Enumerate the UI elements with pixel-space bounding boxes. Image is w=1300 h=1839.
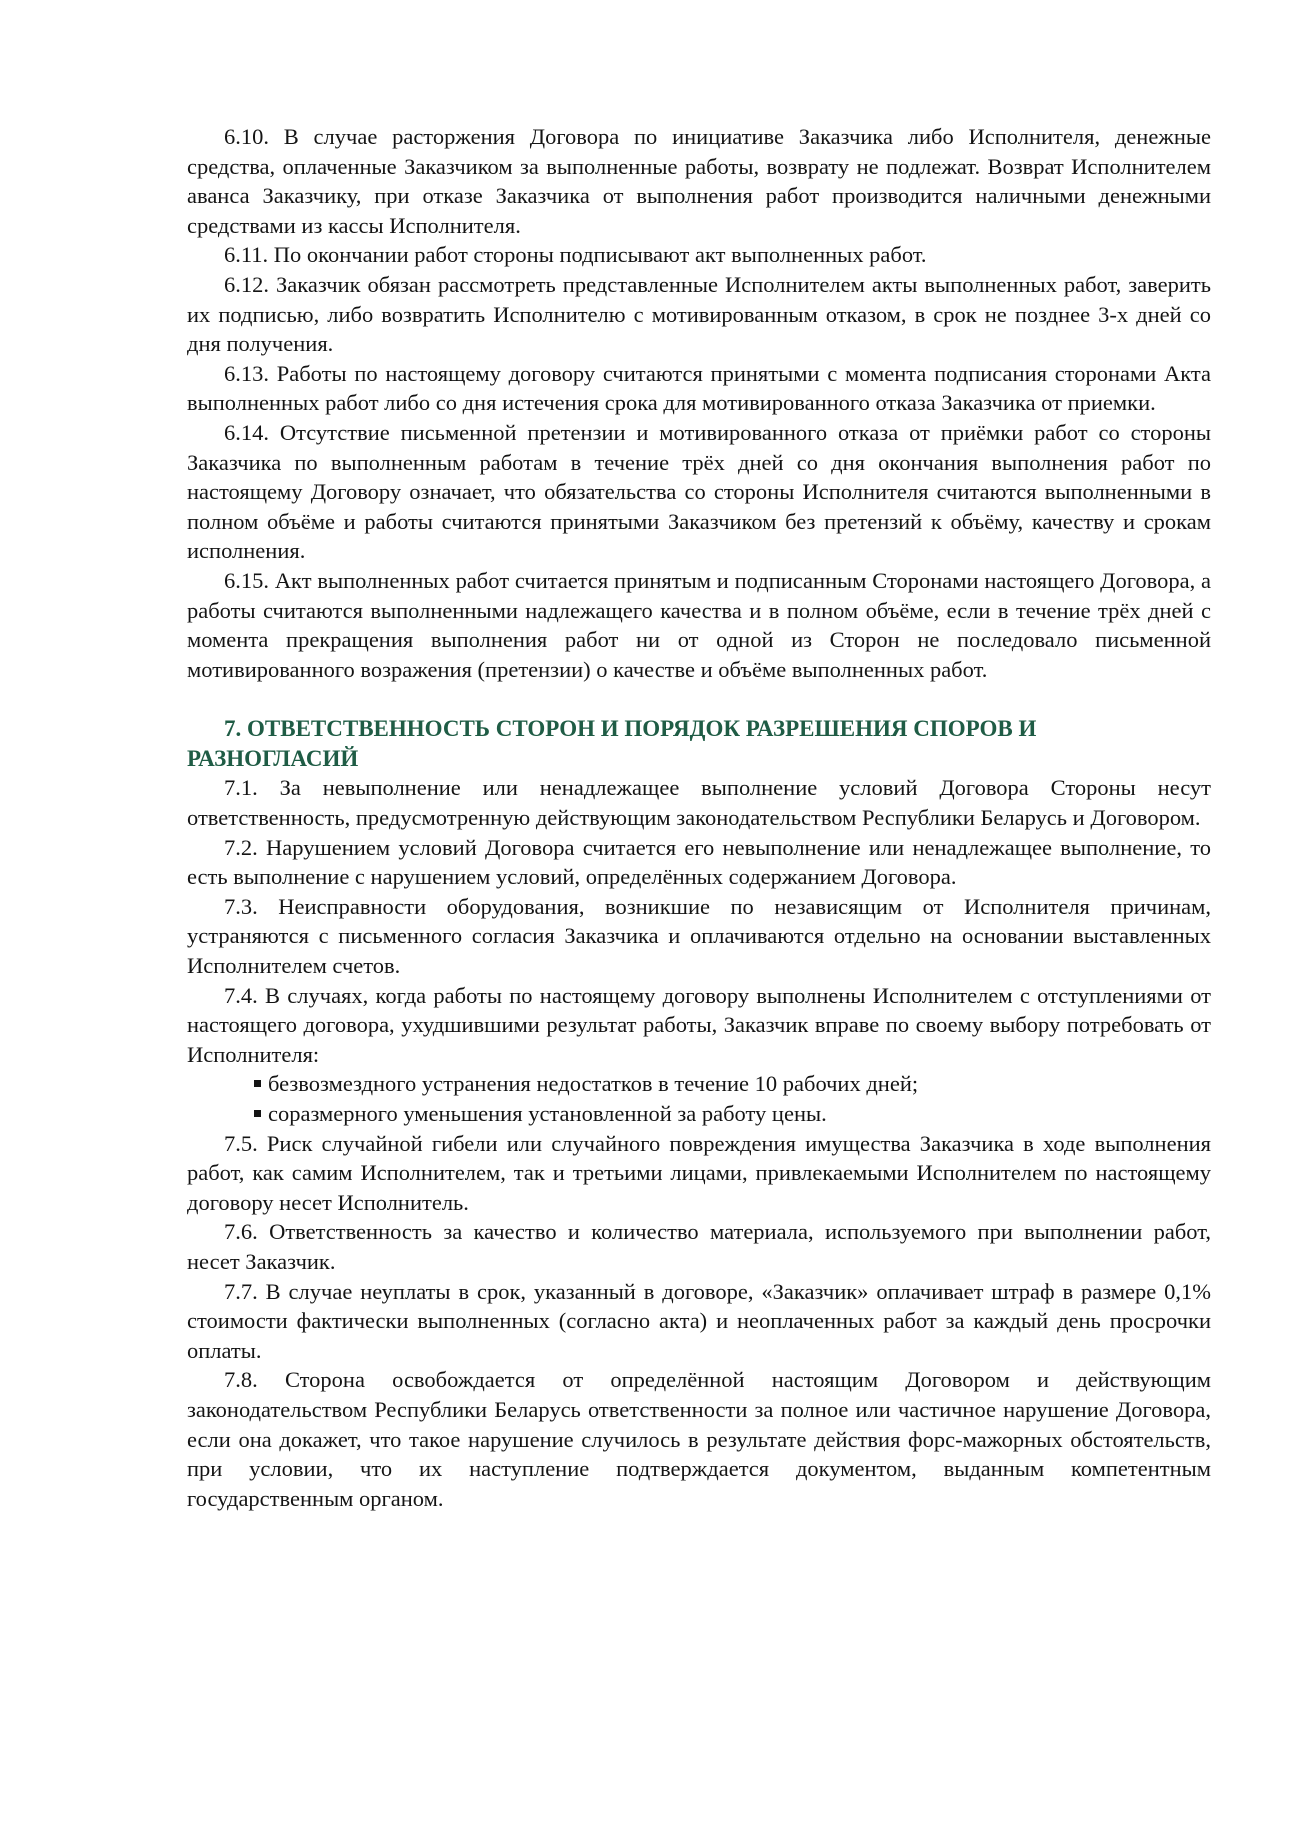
clause-text: Нарушением условий Договора считается его невыполнение или ненадлежащее выполнение, то есть выполнение с нарушением условий, определённых содержанием Договора.	[187, 834, 1211, 890]
clause-number: 7.6.	[224, 1219, 258, 1245]
clause-7-7	[187, 1277, 1211, 1366]
section-7-heading: 7. ОТВЕТСТВЕННОСТЬ СТОРОН И ПОРЯДОК РАЗРЕШЕНИЯ СПОРОВ И РАЗНОГЛАСИЙ	[187, 716, 1037, 771]
clause-number: 6.10.	[224, 124, 269, 149]
clause-7-2	[187, 833, 1211, 892]
clause-text: Ответственность за качество и количество материала, используемого при выполнении работ, несет Заказчик.	[187, 1219, 1212, 1274]
section-spacer	[187, 684, 1211, 714]
list-item	[254, 1099, 1211, 1129]
clause-text: Неисправности оборудования, возникшие по независящим от Исполнителя причинам, устраняются с письменного согласия Заказчика и оплачиваются отдельно на основании выставленных Исполнителем счетов.	[187, 893, 1211, 979]
clause-7-4-options-list	[187, 1069, 1211, 1128]
clause-number: 7.5.	[224, 1130, 258, 1156]
clause-number: 7.7.	[224, 1278, 258, 1304]
list-item	[254, 1069, 1211, 1099]
clause-number: 6.12.	[224, 271, 269, 297]
clause-number: 7.3.	[224, 893, 258, 919]
square-bullet-icon	[254, 1080, 261, 1087]
clause-text: За невыполнение или ненадлежащее выполнение условий Договора Стороны несут ответственность, предусмотренную действующим законодательством Республики Беларусь и Договором.	[187, 775, 1211, 831]
clause-text: В случаях, когда работы по настоящему договору выполнены Исполнителем с отступлениями от настоящего договора, ухудшившими результат работы, Заказчик вправе по своему выбору потребовать от Исполнителя:	[187, 982, 1211, 1067]
document-page	[187, 122, 1211, 1513]
clause-6-14	[187, 418, 1211, 566]
clause-text: В случае расторжения Договора по инициативе Заказчика либо Исполнителя, денежные средства, оплаченные Заказчиком за выполненные работы, возврату не подлежат. Возврат Исполнителем аванса Заказчику, при отказе Заказчика от выполнения работ производится наличными денежными средствами из кассы Исполнителя.	[187, 124, 1212, 238]
clause-text: Отсутствие письменной претензии и мотивированного отказа от приёмки работ со стороны Заказчика по выполненным работам в течение трёх дней со дня окончания выполнения работ по настоящему Договору означает, что обязательства со стороны Исполнителя считаются выполненными в полном объёме и работы считаются принятыми Заказчиком без претензий к объёму, качеству и срокам исполнения.	[187, 419, 1212, 564]
clause-text: Сторона освобождается от определённой настоящим Договором и действующим законодательством Республики Беларусь ответственности за полное или частичное нарушение Договора, если она докажет, что такое нарушение случилось в результате действия форс-мажорных обстоятельств, при условии, что их наступление подтверждается документом, выданным компетентным государственным органом.	[187, 1367, 1212, 1511]
clause-6-12	[187, 270, 1211, 359]
clause-text: Риск случайной гибели или случайного повреждения имущества Заказчика в ходе выполнения работ, как самим Исполнителем, так и третьими лицами, привлекаемыми Исполнителем по настоящему договору несет Исполнитель.	[187, 1130, 1211, 1215]
clause-number: 6.15.	[224, 567, 269, 593]
clause-text: Заказчик обязан рассмотреть представленные Исполнителем акты выполненных работ, заверить их подписью, либо возвратить Исполнителю с мотивированным отказом, в срок не позднее 3-х дней со дня получения.	[187, 271, 1211, 357]
clause-7-8	[187, 1365, 1211, 1513]
clause-7-6	[187, 1217, 1211, 1276]
clause-text: В случае неуплаты в срок, указанный в договоре, «Заказчик» оплачивает штраф в размере 0,1% стоимости фактически выполненных (согласно акта) и неоплаченных работ за каждый день просрочки оплаты.	[187, 1278, 1212, 1363]
clause-7-5	[187, 1129, 1211, 1218]
clause-number: 7.1.	[224, 775, 258, 801]
clause-7-3	[187, 892, 1211, 981]
clause-number: 6.11.	[224, 242, 269, 268]
clause-text: Акт выполненных работ считается принятым и подписанным Сторонами настоящего Договора, а работы считаются выполненными надлежащего качества и в полном объёме, если в течение трёх дней с момента прекращения выполнения работ ни от одной из Сторон не последовало письменной мотивированного возражения (претензии) о качестве и объёме выполненных работ.	[187, 567, 1212, 682]
clause-number: 7.4.	[224, 982, 258, 1008]
list-item-text: соразмерного уменьшения установленной за работу цены.	[268, 1101, 827, 1126]
clause-text: Работы по настоящему договору считаются принятыми с момента подписания сторонами Акта выполненных работ либо со дня истечения срока для мотивированного отказа Заказчика от приемки.	[187, 360, 1211, 416]
clause-6-13	[187, 359, 1211, 418]
clause-7-1	[187, 773, 1211, 832]
clause-7-4	[187, 981, 1211, 1070]
clause-text: По окончании работ стороны подписывают акт выполненных работ.	[273, 242, 927, 268]
square-bullet-icon	[254, 1110, 261, 1117]
clause-6-15	[187, 566, 1211, 684]
clause-6-11	[187, 240, 1211, 270]
clause-number: 7.8.	[224, 1367, 258, 1393]
list-item-text: безвозмездного устранения недостатков в течение 10 рабочих дней;	[268, 1071, 919, 1097]
clause-number: 7.2.	[224, 834, 258, 860]
clause-number: 6.14.	[224, 419, 269, 445]
clause-6-10	[187, 122, 1211, 240]
clause-number: 6.13.	[224, 360, 269, 386]
